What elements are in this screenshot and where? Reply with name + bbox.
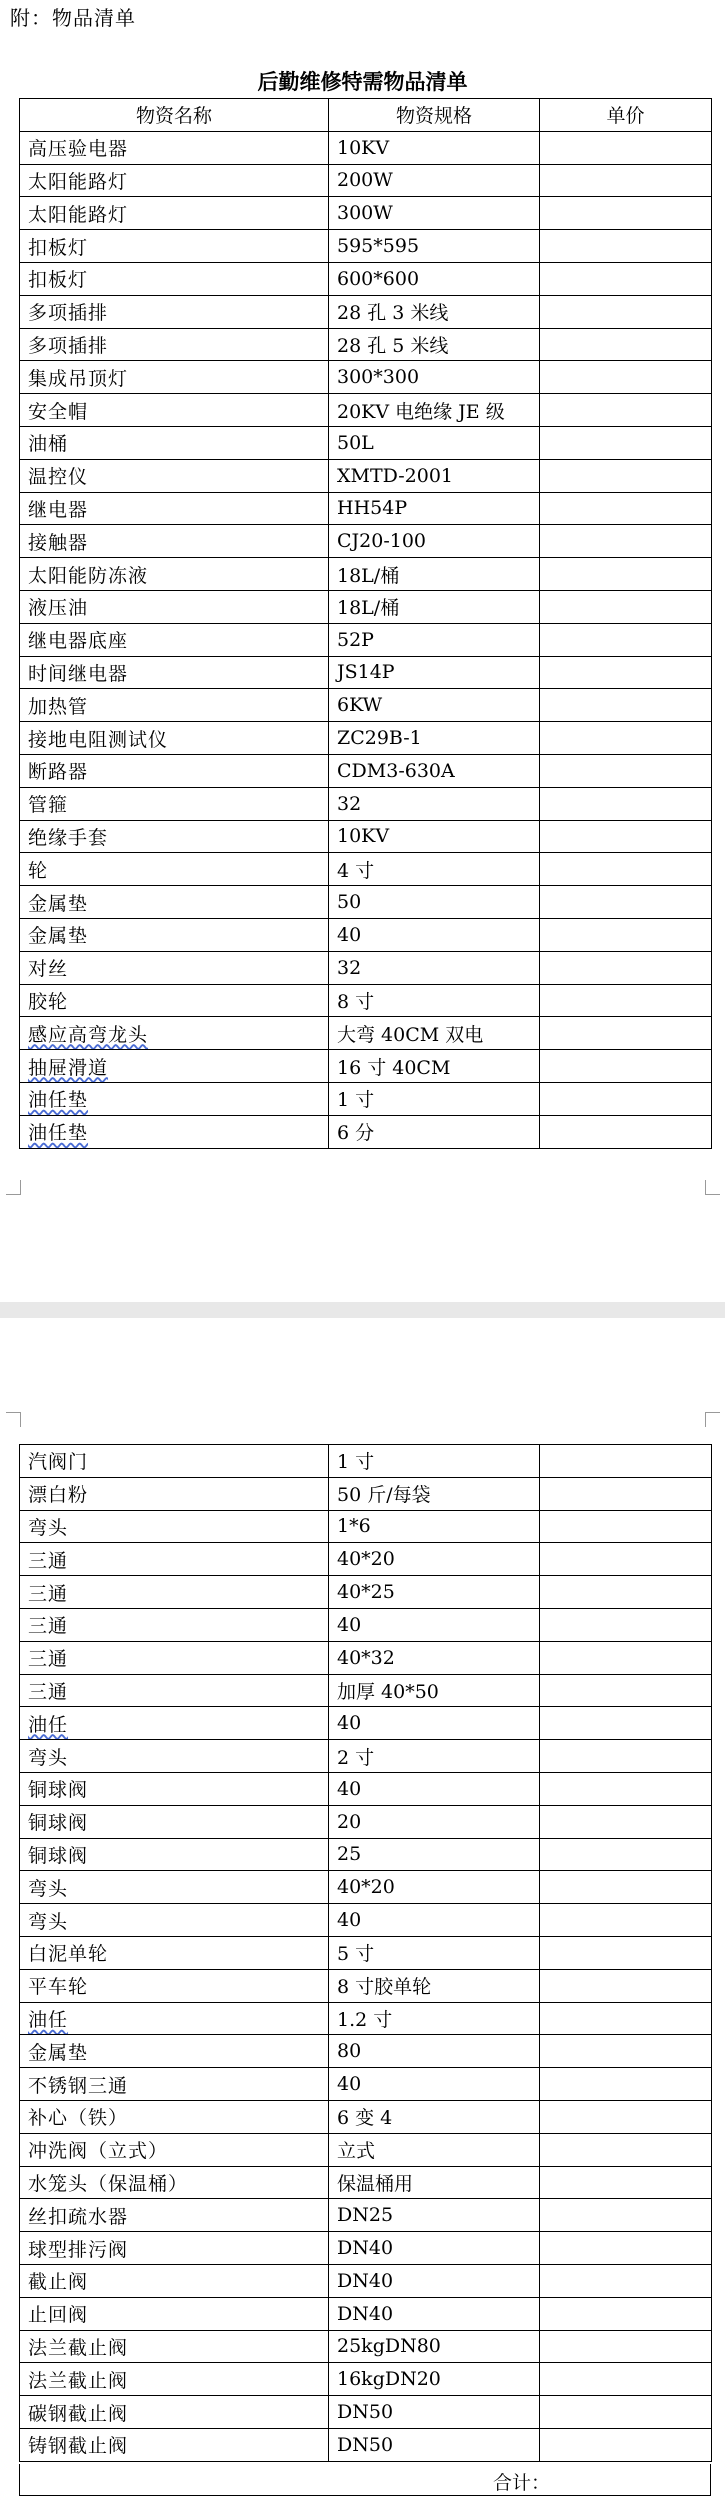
item-price-cell: [540, 2330, 712, 2363]
table-row: [20, 1608, 712, 1641]
item-price-cell: [540, 2068, 712, 2101]
item-price-cell: [540, 984, 712, 1017]
item-price-cell: [540, 2396, 712, 2429]
table-row: [20, 2002, 712, 2035]
item-spec-cell: 300*300: [329, 361, 540, 394]
item-name-cell: 管箍: [20, 787, 329, 820]
item-spec-cell: 40: [329, 1904, 540, 1937]
item-name-cell: 铜球阀: [20, 1772, 329, 1805]
table-row: [20, 1050, 712, 1083]
item-spec-cell: 300W: [329, 197, 540, 230]
item-spec-cell: 80: [329, 2035, 540, 2068]
item-name-cell: 断路器: [20, 754, 329, 787]
item-price-cell: [540, 787, 712, 820]
table-row: [20, 459, 712, 492]
item-name-cell: 太阳能路灯: [20, 197, 329, 230]
page-break: [0, 1302, 725, 1318]
item-name-cell: 轮: [20, 853, 329, 886]
page-corner-mark: [705, 1412, 720, 1427]
item-name-cell: 对丝: [20, 951, 329, 984]
item-spec-cell: 立式: [329, 2133, 540, 2166]
page-corner-mark: [6, 1180, 21, 1195]
item-price-cell: [540, 1772, 712, 1805]
item-name-cell: 铸钢截止阀: [20, 2428, 329, 2461]
item-name-cell: 金属垫: [20, 886, 329, 919]
table-row: [20, 131, 712, 164]
table-row: [20, 820, 712, 853]
item-price-cell: [540, 2166, 712, 2199]
item-price-cell: [540, 1936, 712, 1969]
item-price-cell: [540, 1115, 712, 1148]
item-name-cell: 感应高弯龙头: [20, 1017, 329, 1050]
item-spec-cell: 6 分: [329, 1115, 540, 1148]
item-price-cell: [540, 328, 712, 361]
item-spec-cell: 1 寸: [329, 1445, 540, 1478]
table-row: [20, 2396, 712, 2429]
table-row: [20, 590, 712, 623]
item-spec-cell: HH54P: [329, 492, 540, 525]
total-label: 合计：: [492, 2472, 550, 2494]
total-row: [19, 2464, 711, 2496]
item-price-cell: [540, 1740, 712, 1773]
item-price-cell: [540, 1445, 712, 1478]
item-spec-cell: 40: [329, 2068, 540, 2101]
item-name-cell: 三通: [20, 1543, 329, 1576]
table-row: [20, 1510, 712, 1543]
item-name-cell: 多项插排: [20, 328, 329, 361]
page-corner-mark: [705, 1180, 720, 1195]
item-name-cell: 弯头: [20, 1740, 329, 1773]
item-spec-cell: 8 寸: [329, 984, 540, 1017]
table-row: [20, 623, 712, 656]
item-name-cell: 止回阀: [20, 2297, 329, 2330]
table-row: [20, 2166, 712, 2199]
item-spec-cell: 40*20: [329, 1871, 540, 1904]
table-row: [20, 1115, 712, 1148]
table-row: [20, 197, 712, 230]
table-row: [20, 787, 712, 820]
item-price-cell: [540, 623, 712, 656]
table-header-row: [20, 99, 712, 132]
item-spec-cell: 保温桶用: [329, 2166, 540, 2199]
item-name-cell: 球型排污阀: [20, 2232, 329, 2265]
table-row: [20, 2199, 712, 2232]
item-price-cell: [540, 1904, 712, 1937]
item-spec-cell: 20KV 电绝缘 JE 级: [329, 394, 540, 427]
item-name-cell: 三通: [20, 1674, 329, 1707]
item-price-cell: [540, 164, 712, 197]
table-row: [20, 1772, 712, 1805]
item-price-cell: [540, 2232, 712, 2265]
item-spec-cell: 32: [329, 951, 540, 984]
item-spec-cell: 6 变 4: [329, 2100, 540, 2133]
item-name-cell: 三通: [20, 1608, 329, 1641]
item-name-cell: 丝扣疏水器: [20, 2199, 329, 2232]
item-spec-cell: DN25: [329, 2199, 540, 2232]
header-spec: 物资规格: [329, 99, 540, 132]
item-name-cell: 冲洗阀（立式）: [20, 2133, 329, 2166]
item-name-cell: 弯头: [20, 1871, 329, 1904]
item-spec-cell: DN50: [329, 2428, 540, 2461]
item-spec-cell: 40*25: [329, 1576, 540, 1609]
item-name-cell: 油任垫: [20, 1115, 329, 1148]
item-name-cell: 金属垫: [20, 2035, 329, 2068]
item-price-cell: [540, 1707, 712, 1740]
item-price-cell: [540, 689, 712, 722]
item-name-cell: 扣板灯: [20, 262, 329, 295]
item-spec-cell: 40*20: [329, 1543, 540, 1576]
item-price-cell: [540, 230, 712, 263]
item-name-cell: 漂白粉: [20, 1477, 329, 1510]
table-row: [20, 1674, 712, 1707]
table-row: [20, 984, 712, 1017]
item-spec-cell: 4 寸: [329, 853, 540, 886]
item-spec-cell: 40: [329, 918, 540, 951]
item-price-cell: [540, 1576, 712, 1609]
item-spec-cell: 25: [329, 1838, 540, 1871]
item-spec-cell: 1*6: [329, 1510, 540, 1543]
item-name-cell: 碳钢截止阀: [20, 2396, 329, 2429]
table-row: [20, 328, 712, 361]
table-row: [20, 2035, 712, 2068]
item-name-cell: 接地电阻测试仪: [20, 722, 329, 755]
item-spec-cell: 5 寸: [329, 1936, 540, 1969]
item-spec-cell: 20: [329, 1805, 540, 1838]
item-spec-cell: DN40: [329, 2232, 540, 2265]
item-name-cell: 胶轮: [20, 984, 329, 1017]
table-row: [20, 2100, 712, 2133]
item-name-cell: 油任垫: [20, 1082, 329, 1115]
item-name-cell: 汽阀门: [20, 1445, 329, 1478]
table-row: [20, 2330, 712, 2363]
table-row: [20, 1805, 712, 1838]
item-spec-cell: 28 孔 3 米线: [329, 295, 540, 328]
item-price-cell: [540, 820, 712, 853]
table-row: [20, 2068, 712, 2101]
item-price-cell: [540, 918, 712, 951]
item-name-cell: 铜球阀: [20, 1805, 329, 1838]
item-price-cell: [540, 1608, 712, 1641]
item-spec-cell: 8 寸胶单轮: [329, 1969, 540, 2002]
item-spec-cell: 50: [329, 886, 540, 919]
item-price-cell: [540, 1510, 712, 1543]
item-price-cell: [540, 1641, 712, 1674]
item-name-cell: 油任: [20, 2002, 329, 2035]
table-row: [20, 1017, 712, 1050]
item-price-cell: [540, 1017, 712, 1050]
item-price-cell: [540, 1674, 712, 1707]
item-price-cell: [540, 295, 712, 328]
header-price: 单价: [540, 99, 712, 132]
item-name-cell: 太阳能防冻液: [20, 558, 329, 591]
table-row: [20, 1904, 712, 1937]
item-name-cell: 三通: [20, 1641, 329, 1674]
item-spec-cell: CJ20-100: [329, 525, 540, 558]
table-row: [20, 689, 712, 722]
item-name-cell: 白泥单轮: [20, 1936, 329, 1969]
item-price-cell: [540, 492, 712, 525]
table-row: [20, 394, 712, 427]
table-row: [20, 1082, 712, 1115]
item-name-cell: 太阳能路灯: [20, 164, 329, 197]
item-price-cell: [540, 558, 712, 591]
table-row: [20, 361, 712, 394]
table-row: [20, 951, 712, 984]
item-spec-cell: 1.2 寸: [329, 2002, 540, 2035]
item-price-cell: [540, 656, 712, 689]
item-spec-cell: 18L/桶: [329, 590, 540, 623]
item-name-cell: 抽屉滑道: [20, 1050, 329, 1083]
item-name-cell: 扣板灯: [20, 230, 329, 263]
item-price-cell: [540, 2002, 712, 2035]
item-name-cell: 截止阀: [20, 2264, 329, 2297]
table-row: [20, 722, 712, 755]
item-spec-cell: DN40: [329, 2264, 540, 2297]
item-price-cell: [540, 1871, 712, 1904]
item-name-cell: 水笼头（保温桶）: [20, 2166, 329, 2199]
table-row: [20, 426, 712, 459]
table-row: [20, 1576, 712, 1609]
annex-label: 附：物品清单: [10, 6, 136, 30]
item-price-cell: [540, 1805, 712, 1838]
item-price-cell: [540, 394, 712, 427]
table-row: [20, 1871, 712, 1904]
table-row: [20, 2264, 712, 2297]
table-row: [20, 164, 712, 197]
item-price-cell: [540, 2035, 712, 2068]
item-spec-cell: 600*600: [329, 262, 540, 295]
item-name-cell: 继电器: [20, 492, 329, 525]
item-spec-cell: 595*595: [329, 230, 540, 263]
item-name-cell: 继电器底座: [20, 623, 329, 656]
table-row: [20, 853, 712, 886]
item-spec-cell: 40: [329, 1772, 540, 1805]
item-name-cell: 法兰截止阀: [20, 2363, 329, 2396]
item-spec-cell: 40: [329, 1608, 540, 1641]
item-name-cell: 铜球阀: [20, 1838, 329, 1871]
item-price-cell: [540, 590, 712, 623]
table-row: [20, 558, 712, 591]
item-price-cell: [540, 951, 712, 984]
item-name-cell: 绝缘手套: [20, 820, 329, 853]
item-name-cell: 油桶: [20, 426, 329, 459]
item-spec-cell: 32: [329, 787, 540, 820]
item-name-cell: 法兰截止阀: [20, 2330, 329, 2363]
item-spec-cell: 50 斤/每袋: [329, 1477, 540, 1510]
item-price-cell: [540, 2428, 712, 2461]
table-row: [20, 1641, 712, 1674]
table-row: [20, 656, 712, 689]
table-row: [20, 1445, 712, 1478]
item-spec-cell: XMTD-2001: [329, 459, 540, 492]
item-name-cell: 加热管: [20, 689, 329, 722]
item-spec-cell: 18L/桶: [329, 558, 540, 591]
item-price-cell: [540, 131, 712, 164]
table-row: [20, 295, 712, 328]
item-spec-cell: 1 寸: [329, 1082, 540, 1115]
item-name-cell: 弯头: [20, 1510, 329, 1543]
item-price-cell: [540, 754, 712, 787]
table-row: [20, 2428, 712, 2461]
item-spec-cell: 10KV: [329, 131, 540, 164]
item-name-cell: 安全帽: [20, 394, 329, 427]
table-row: [20, 2133, 712, 2166]
item-spec-cell: 40: [329, 1707, 540, 1740]
item-name-cell: 液压油: [20, 590, 329, 623]
table-row: [20, 1969, 712, 2002]
table-row: [20, 492, 712, 525]
table-row: [20, 754, 712, 787]
item-spec-cell: 16 寸 40CM: [329, 1050, 540, 1083]
item-price-cell: [540, 426, 712, 459]
item-spec-cell: 2 寸: [329, 1740, 540, 1773]
header-name: 物资名称: [20, 99, 329, 132]
table-row: [20, 230, 712, 263]
table-row: [20, 2297, 712, 2330]
page-corner-mark: [6, 1412, 21, 1427]
item-price-cell: [540, 1082, 712, 1115]
item-name-cell: 温控仪: [20, 459, 329, 492]
item-name-cell: 补心（铁）: [20, 2100, 329, 2133]
item-name-cell: 时间继电器: [20, 656, 329, 689]
item-price-cell: [540, 886, 712, 919]
item-spec-cell: 50L: [329, 426, 540, 459]
item-price-cell: [540, 2133, 712, 2166]
item-spec-cell: 10KV: [329, 820, 540, 853]
item-spec-cell: 16kgDN20: [329, 2363, 540, 2396]
table-row: [20, 1543, 712, 1576]
item-price-cell: [540, 459, 712, 492]
items-table-page2: [19, 1444, 712, 2462]
item-spec-cell: 40*32: [329, 1641, 540, 1674]
item-price-cell: [540, 1050, 712, 1083]
table-row: [20, 1740, 712, 1773]
table-row: [20, 525, 712, 558]
table-row: [20, 1477, 712, 1510]
item-spec-cell: DN40: [329, 2297, 540, 2330]
item-name-cell: 接触器: [20, 525, 329, 558]
item-name-cell: 弯头: [20, 1904, 329, 1937]
item-price-cell: [540, 853, 712, 886]
item-price-cell: [540, 361, 712, 394]
item-spec-cell: JS14P: [329, 656, 540, 689]
item-price-cell: [540, 2363, 712, 2396]
item-spec-cell: 大弯 40CM 双电: [329, 1017, 540, 1050]
table-row: [20, 262, 712, 295]
item-price-cell: [540, 1838, 712, 1871]
item-name-cell: 油任: [20, 1707, 329, 1740]
item-spec-cell: 52P: [329, 623, 540, 656]
item-price-cell: [540, 2100, 712, 2133]
item-spec-cell: DN50: [329, 2396, 540, 2429]
item-name-cell: 集成吊顶灯: [20, 361, 329, 394]
item-price-cell: [540, 1543, 712, 1576]
item-name-cell: 多项插排: [20, 295, 329, 328]
item-spec-cell: 28 孔 5 米线: [329, 328, 540, 361]
item-name-cell: 平车轮: [20, 1969, 329, 2002]
item-spec-cell: 25kgDN80: [329, 2330, 540, 2363]
item-spec-cell: ZC29B-1: [329, 722, 540, 755]
item-spec-cell: 200W: [329, 164, 540, 197]
table-row: [20, 886, 712, 919]
item-price-cell: [540, 1477, 712, 1510]
item-spec-cell: 6KW: [329, 689, 540, 722]
item-name-cell: 高压验电器: [20, 131, 329, 164]
item-price-cell: [540, 2199, 712, 2232]
table-row: [20, 918, 712, 951]
item-price-cell: [540, 197, 712, 230]
document-title: 后勤维修特需物品清单: [257, 70, 468, 94]
item-spec-cell: 加厚 40*50: [329, 1674, 540, 1707]
table-row: [20, 1936, 712, 1969]
item-name-cell: 金属垫: [20, 918, 329, 951]
items-table-page1: [19, 98, 712, 1149]
item-name-cell: 三通: [20, 1576, 329, 1609]
item-price-cell: [540, 1969, 712, 2002]
item-spec-cell: CDM3-630A: [329, 754, 540, 787]
table-row: [20, 2363, 712, 2396]
item-price-cell: [540, 262, 712, 295]
item-price-cell: [540, 722, 712, 755]
table-row: [20, 1707, 712, 1740]
table-row: [20, 2232, 712, 2265]
item-price-cell: [540, 2297, 712, 2330]
item-price-cell: [540, 525, 712, 558]
item-name-cell: 不锈钢三通: [20, 2068, 329, 2101]
table-row: [20, 1838, 712, 1871]
item-price-cell: [540, 2264, 712, 2297]
